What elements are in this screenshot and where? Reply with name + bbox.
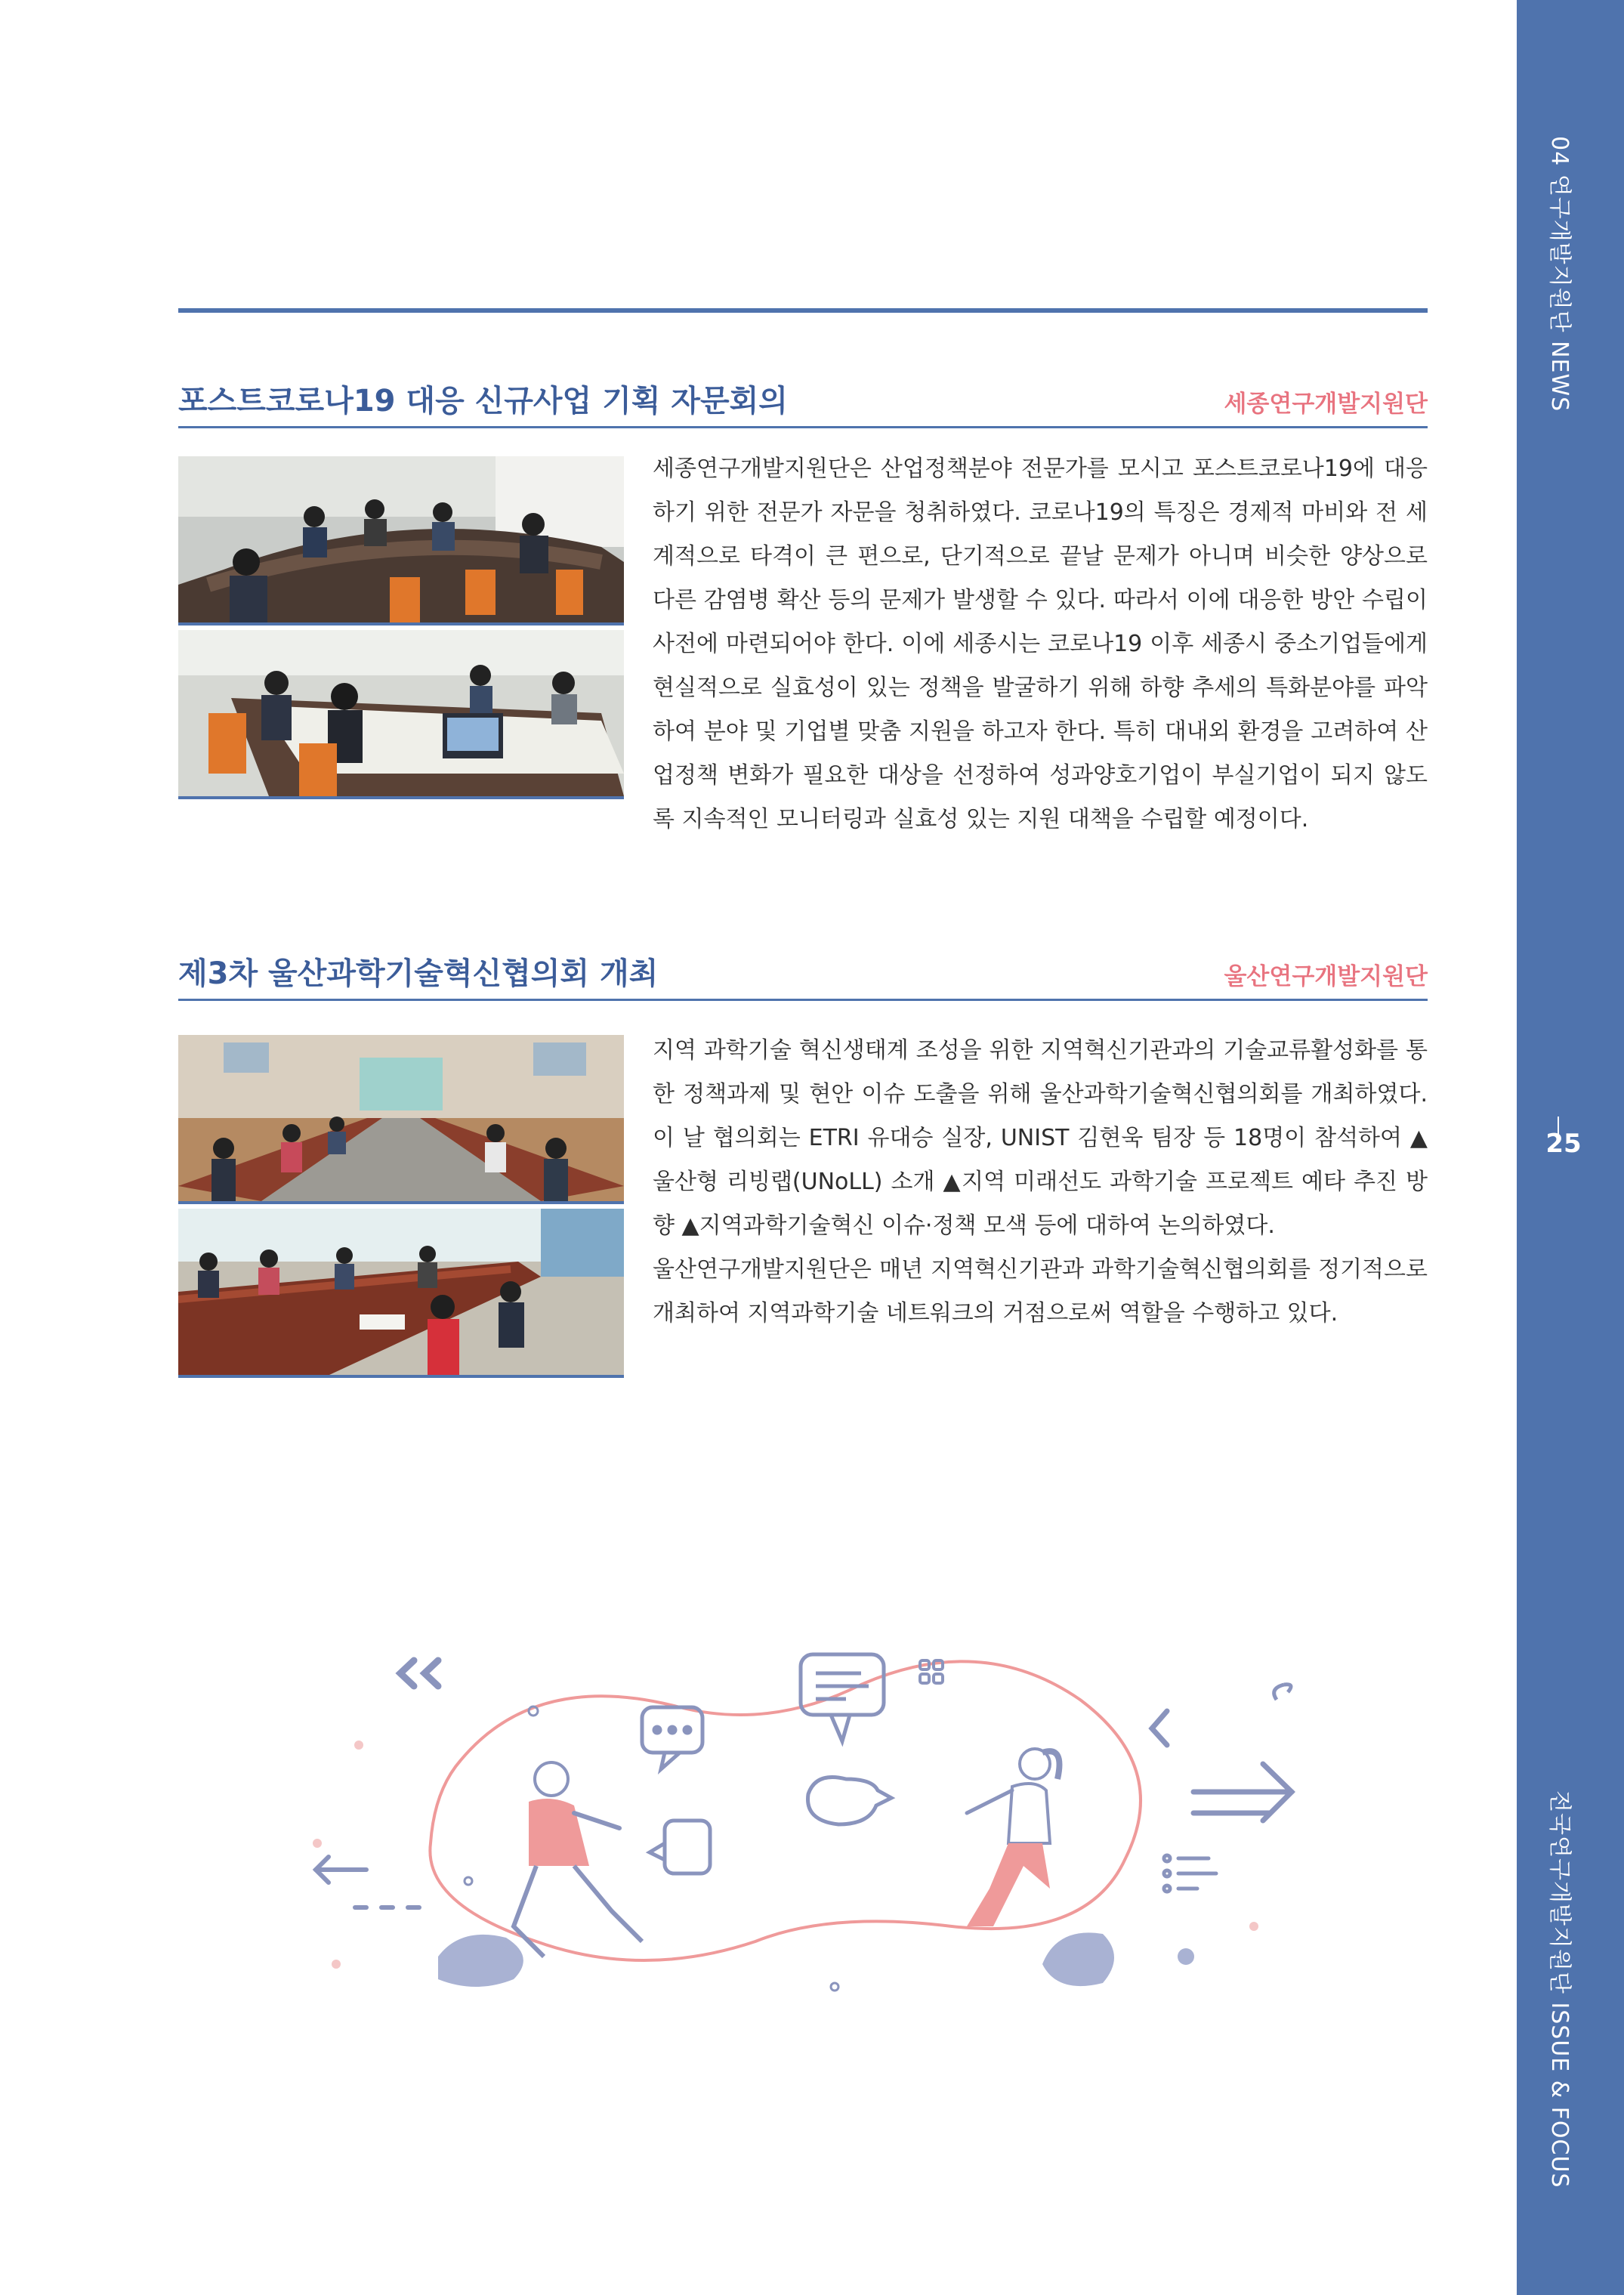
decorative-illustration — [287, 1639, 1345, 2002]
page-number: 25 — [1545, 1129, 1582, 1159]
speech-bubble-icon — [808, 1778, 892, 1825]
arrow-left-icon — [316, 1857, 366, 1883]
body-paragraph-1: 지역 과학기술 혁신생태계 조성을 위한 지역혁신기관과의 기술교류활성화를 통한 정책과제 및 현안 이슈 도출을 위해 울산과학기술혁신협의회를 개최하였다. 이 날 협의회는 ETRI 유대승 실장, UNIST 김현욱 팀장 등 18명이 참석하여 ▲울산형 리빙랩(UNoLL) 소개 ▲지역 미래선도 과학기술 프로젝트 예타 추진 방향 ▲지역과학기술혁신 이슈·정책 모색 등에 대하여 논의하였다. — [653, 1037, 1428, 1239]
chat-bubble-text-icon — [801, 1654, 884, 1741]
meeting-photo-2 — [178, 630, 624, 799]
section-org: 울산연구개발지원단 — [1224, 963, 1428, 990]
chat-bubble-icon — [650, 1821, 710, 1873]
section-sejong — [178, 378, 1428, 832]
list-icon — [1164, 1855, 1216, 1892]
double-chevron-left-icon — [400, 1660, 438, 1686]
blob-shape — [1042, 1932, 1114, 1986]
section-body — [653, 1029, 1428, 1336]
section-org: 세종연구개발지원단 — [1224, 391, 1428, 418]
meeting-photo-1 — [178, 456, 624, 625]
section-title: 제3차 울산과학기술혁신협의회 개최 — [178, 956, 659, 991]
section-body: 세종연구개발지원단은 산업정책분야 전문가를 모시고 포스트코로나19에 대응하기 위한 전문가 자문을 청취하였다. 코로나19의 특징은 경제적 마비와 전 세계적으로 타격이 큰 편으로, 단기적으로 끝날 문제가 아니며 비슷한 양상으로 다른 감염병 확산 등의 문제가 발생할 수 있다. 따라서 이에 대응한 방안 수립이 사전에 마련되어야 한다. 이에 세종시는 코로나19 이후 세종시 중소기업들에게 현실적으로 실효성이 있는 정책을 발굴하기 위해 하향 추세의 특화분야를 파악하여 분야 및 기업별 맞춤 지원을 하고자 한다. 특히 대내외 환경을 고려하여 산업정책 변화가 필요한 대상을 선정하여 성과양호기업이 부실기업이 되지 않도록 지속적인 모니터링과 실효성 있는 지원 대책을 수립할 예정이다. — [653, 456, 1428, 832]
meeting-photo-4 — [178, 1209, 624, 1378]
section-ulsan — [178, 950, 1428, 1327]
blob-shape — [438, 1935, 523, 1987]
arrow-right-icon — [1193, 1764, 1292, 1821]
section-title: 포스트코로나19 대응 신규사업 기획 자문회의 — [178, 384, 788, 419]
meeting-photo-3 — [178, 1035, 624, 1204]
person-left-illustration — [514, 1762, 642, 1957]
chat-bubble-dots-icon — [642, 1707, 702, 1769]
chevron-left-icon — [1152, 1711, 1167, 1745]
sidebar-bottom-label: 전국연구개발지원단 ISSUE & FOCUS — [1546, 1790, 1573, 2188]
swirl-icon — [1274, 1685, 1291, 1700]
person-right-illustration — [967, 1749, 1060, 1926]
top-rule — [178, 308, 1428, 313]
body-paragraph-2: 울산연구개발지원단은 매년 지역혁신기관과 과학기술혁신협의회를 정기적으로 개최하여 지역과학기술 네트워크의 거점으로써 역할을 수행하고 있다. — [653, 1256, 1428, 1327]
section-header — [178, 950, 1428, 1001]
sidebar-top-label: 04 연구개발지원단 NEWS — [1546, 136, 1573, 412]
section-header — [178, 378, 1428, 428]
